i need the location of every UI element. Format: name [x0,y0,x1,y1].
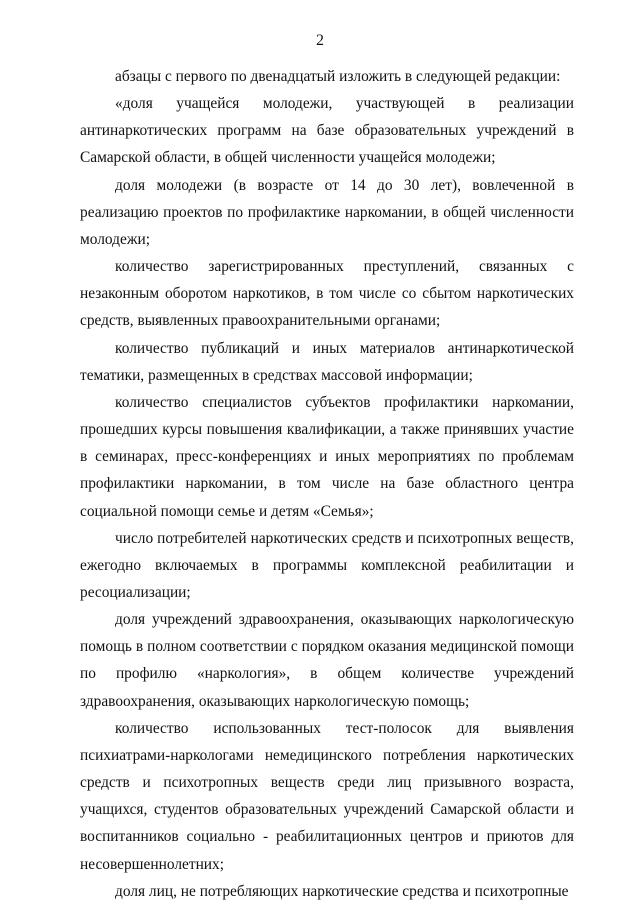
paragraph-crimes: количество зарегистрированных преступлений, связанных с незаконным оборотом наркотиков, в том числе со сбытом наркотических средств, выявленных правоохранительными органами; [80,258,574,330]
paragraph-publications: количество публикаций и иных материалов антинаркотической тематики, размещенных в средствах массовой информации; [80,339,574,384]
paragraph-test-strips: количество использованных тест-полосок для выявления психиатрами-наркологами немедицинского потребления наркотических средств и психотропных веществ среди лиц призывного возраста, учащихся, студентов образовательных учреждений Самарской области и воспитанников социально - реабилитационных центров и приютов для несовершеннолетних; [80,719,574,873]
page-number: 2 [316,32,324,49]
paragraph-healthcare: доля учреждений здравоохранения, оказывающих наркологическую помощь в полном соответствии с порядком оказания медицинской помощи по профилю «наркология», в общем количестве учреждений здравоохранения, оказывающих наркологическую помощь; [80,611,574,710]
paragraph-youth-projects: доля молодежи (в возрасте от 14 до 30 лет), вовлеченной в реализацию проектов по профилактике наркомании, в общей численности молодежи; [80,176,574,248]
document-body [80,63,574,905]
paragraph-specialists: количество специалистов субъектов профилактики наркомании, прошедших курсы повышения квалификации, а также принявших участие в семинарах, пресс-конференциях и иных мероприятиях по проблемам профилактики наркомании, в том числе на базе областного центра социальной помощи семье и детям «Семья»; [80,393,574,520]
paragraph-intro: абзацы с первого по двенадцатый изложить в следующей редакции: [115,68,561,85]
paragraph-youth-share: «доля учащейся молодежи, участвующей в реализации антинаркотических программ на базе образовательных учреждений в Самарской области, в общей численности учащейся молодежи; [80,95,574,167]
paragraph-non-users: доля лиц, не потребляющих наркотические средства и психотропные [115,882,569,900]
paragraph-rehabilitation: число потребителей наркотических средств и психотропных веществ, ежегодно включаемых в программы комплексной реабилитации и ресоциализации; [80,529,574,601]
